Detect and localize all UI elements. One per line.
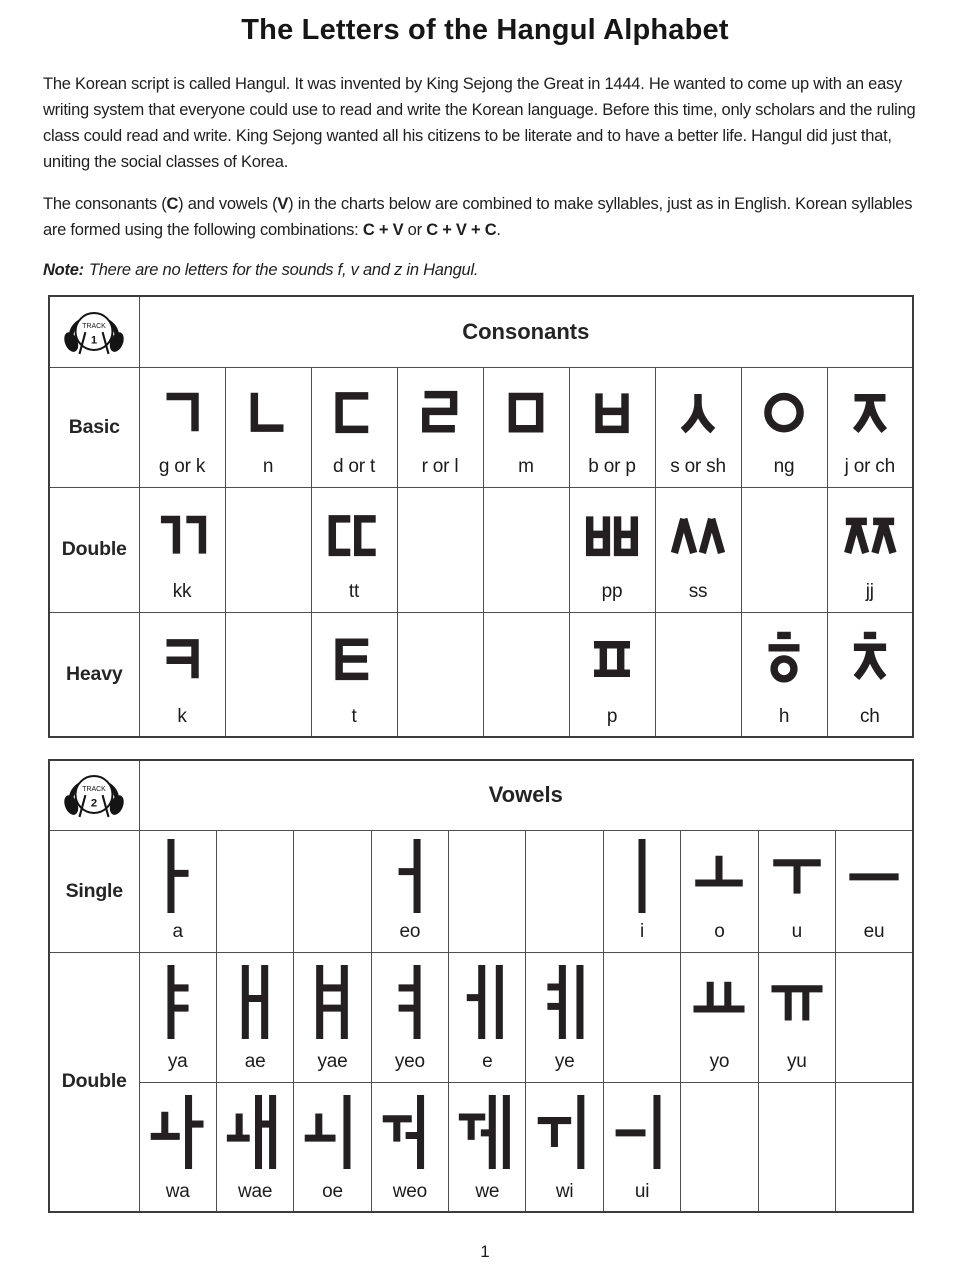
romanization: ss xyxy=(688,581,708,602)
romanization: ng xyxy=(773,456,795,477)
jamo-glyph xyxy=(612,1088,672,1176)
headphones-track-icon xyxy=(61,764,127,821)
romanization: o xyxy=(714,921,725,942)
romanization: p xyxy=(606,705,618,727)
jamo-cell xyxy=(827,367,913,487)
jamo-glyph xyxy=(151,381,213,443)
track-cell xyxy=(49,296,139,367)
note-text: There are no letters for the sounds f, v and z in Hangul. xyxy=(88,261,479,279)
jamo-cell xyxy=(225,367,311,487)
jamo-glyph xyxy=(148,1088,208,1176)
jamo-glyph xyxy=(457,958,517,1046)
romanization: j or ch xyxy=(844,456,895,477)
combinations-text: The consonants ( xyxy=(43,195,167,213)
romanization: kk xyxy=(172,581,192,602)
combinations-text: ) and vowels ( xyxy=(178,195,278,213)
empty-cell xyxy=(483,612,569,737)
jamo-cell xyxy=(139,1082,216,1212)
row-label-double: Double xyxy=(49,487,139,612)
romanization: a xyxy=(172,921,183,942)
jamo-cell xyxy=(371,1082,448,1212)
jamo-glyph xyxy=(753,381,815,443)
romanization: d or t xyxy=(332,456,376,477)
jamo-cell xyxy=(139,612,225,737)
romanization: ye xyxy=(554,1051,575,1072)
jamo-glyph xyxy=(667,504,729,566)
romanization: tt xyxy=(348,581,360,602)
romanization: g or k xyxy=(158,456,206,477)
jamo-cell xyxy=(449,952,526,1082)
page-title: The Letters of the Hangul Alphabet xyxy=(241,14,729,46)
jamo-cell xyxy=(569,487,655,612)
jamo-cell xyxy=(371,952,448,1082)
jamo-cell xyxy=(569,612,655,737)
jamo-cell xyxy=(311,612,397,737)
jamo-cell xyxy=(294,1082,371,1212)
jamo-cell xyxy=(216,952,293,1082)
empty-cell xyxy=(225,487,311,612)
romanization: u xyxy=(791,921,802,942)
jamo-glyph xyxy=(495,381,557,443)
jamo-glyph xyxy=(148,958,208,1046)
romanization: b or p xyxy=(588,456,636,477)
jamo-glyph xyxy=(612,832,672,920)
combinations-text: or xyxy=(403,221,427,239)
jamo-cell xyxy=(827,487,913,612)
jamo-glyph xyxy=(581,628,643,690)
chart-title: Vowels xyxy=(139,760,913,830)
romanization: yae xyxy=(317,1051,348,1072)
combinations-text: ) in the charts below are combined to make syllables, just as in English. Korean syllables are formed using the following combinations: xyxy=(43,195,913,239)
consonants-table xyxy=(48,295,914,738)
jamo-glyph xyxy=(380,1088,440,1176)
empty-cell xyxy=(681,1082,758,1212)
vowels-table xyxy=(48,759,914,1213)
romanization: n xyxy=(262,456,274,477)
empty-cell xyxy=(483,487,569,612)
jamo-cell xyxy=(681,952,758,1082)
romanization: i xyxy=(640,921,645,942)
empty-cell xyxy=(449,830,526,952)
jamo-glyph xyxy=(535,1088,595,1176)
empty-cell xyxy=(603,952,680,1082)
jamo-glyph xyxy=(767,832,827,920)
romanization: ch xyxy=(859,705,880,727)
track-number: 2 xyxy=(91,797,98,810)
row-label-basic: Basic xyxy=(49,367,139,487)
jamo-glyph xyxy=(302,958,362,1046)
romanization: ya xyxy=(167,1051,188,1072)
jamo-cell xyxy=(311,367,397,487)
jamo-glyph xyxy=(839,381,901,443)
jamo-cell xyxy=(741,367,827,487)
jamo-glyph xyxy=(151,628,213,690)
jamo-cell xyxy=(449,1082,526,1212)
jamo-cell xyxy=(758,830,835,952)
jamo-cell xyxy=(827,612,913,737)
jamo-cell xyxy=(139,367,225,487)
jamo-glyph xyxy=(839,628,901,690)
jamo-glyph xyxy=(689,832,749,920)
jamo-glyph xyxy=(581,381,643,443)
empty-cell xyxy=(397,612,483,737)
row-label-double: Double xyxy=(49,952,139,1212)
jamo-glyph xyxy=(302,1088,362,1176)
empty-cell xyxy=(225,612,311,737)
jamo-glyph xyxy=(535,958,595,1046)
combinations-paragraph xyxy=(43,191,927,243)
jamo-cell xyxy=(681,830,758,952)
track-number: 1 xyxy=(91,334,98,347)
combination-code: C xyxy=(166,195,179,213)
empty-cell xyxy=(397,487,483,612)
jamo-cell xyxy=(311,487,397,612)
chart-title: Consonants xyxy=(139,296,913,367)
romanization: wi xyxy=(555,1180,574,1202)
jamo-cell xyxy=(836,830,913,952)
jamo-glyph xyxy=(380,832,440,920)
jamo-cell xyxy=(397,367,483,487)
jamo-cell xyxy=(139,487,225,612)
jamo-glyph xyxy=(409,381,471,443)
romanization: wae xyxy=(237,1180,273,1202)
jamo-glyph xyxy=(457,1088,517,1176)
romanization: jj xyxy=(865,581,874,602)
romanization: yo xyxy=(709,1051,730,1072)
jamo-glyph xyxy=(689,958,749,1046)
romanization: m xyxy=(518,456,534,477)
jamo-cell xyxy=(294,952,371,1082)
jamo-glyph xyxy=(323,504,385,566)
note-label: Note: xyxy=(43,261,84,279)
jamo-cell xyxy=(569,367,655,487)
jamo-cell xyxy=(603,1082,680,1212)
jamo-cell xyxy=(758,952,835,1082)
romanization: k xyxy=(177,705,187,727)
empty-cell xyxy=(836,1082,913,1212)
romanization: pp xyxy=(601,581,623,602)
jamo-glyph xyxy=(225,1088,285,1176)
row-label-heavy: Heavy xyxy=(49,612,139,737)
jamo-glyph xyxy=(323,381,385,443)
romanization: s or sh xyxy=(670,456,726,477)
jamo-cell xyxy=(216,1082,293,1212)
empty-cell xyxy=(216,830,293,952)
jamo-glyph xyxy=(148,832,208,920)
empty-cell xyxy=(741,487,827,612)
empty-cell xyxy=(526,830,603,952)
jamo-cell xyxy=(483,367,569,487)
combinations-text: . xyxy=(496,221,501,239)
jamo-glyph xyxy=(839,504,901,566)
note-paragraph xyxy=(43,259,927,281)
jamo-glyph xyxy=(767,958,827,1046)
jamo-glyph xyxy=(380,958,440,1046)
headphones-track-icon xyxy=(61,301,127,358)
combination-code: C + V xyxy=(362,221,404,239)
jamo-glyph xyxy=(753,628,815,690)
romanization: ui xyxy=(634,1180,650,1202)
romanization: r or l xyxy=(421,456,459,477)
jamo-cell xyxy=(139,952,216,1082)
jamo-cell xyxy=(741,612,827,737)
combination-code: V xyxy=(277,195,289,213)
track-word: TRACK xyxy=(82,322,106,330)
jamo-cell xyxy=(371,830,448,952)
romanization: weo xyxy=(392,1180,427,1202)
romanization: oe xyxy=(322,1180,343,1202)
jamo-glyph xyxy=(225,958,285,1046)
romanization: ae xyxy=(244,1051,266,1072)
page-number: 1 xyxy=(480,1242,490,1261)
empty-cell xyxy=(294,830,371,952)
jamo-cell xyxy=(139,830,216,952)
romanization: wa xyxy=(165,1180,190,1202)
jamo-glyph xyxy=(151,504,213,566)
intro-paragraph: The Korean script is called Hangul. It was invented by King Sejong the Great in 1444. He wanted to come up with an easy writing system that everyone could use to read and write the Korean language. Before this time, only scholars and the ruling class could read and write. King Sejong wanted all his citizens to be literate and to have a better life. Hangul did just that, uniting the social classes of Korea. xyxy=(43,75,916,171)
track-word: TRACK xyxy=(82,786,106,794)
jamo-glyph xyxy=(237,381,299,443)
romanization: yeo xyxy=(394,1051,425,1072)
jamo-glyph xyxy=(844,832,904,920)
jamo-cell xyxy=(655,487,741,612)
track-cell xyxy=(49,760,139,830)
jamo-cell xyxy=(526,952,603,1082)
romanization: eu xyxy=(863,921,885,942)
jamo-cell xyxy=(603,830,680,952)
empty-cell xyxy=(655,612,741,737)
romanization: yu xyxy=(786,1051,807,1072)
romanization: h xyxy=(778,705,790,727)
empty-cell xyxy=(836,952,913,1082)
jamo-cell xyxy=(526,1082,603,1212)
jamo-glyph xyxy=(667,381,729,443)
romanization: we xyxy=(475,1180,500,1202)
jamo-glyph xyxy=(581,504,643,566)
romanization: t xyxy=(351,705,357,727)
romanization: eo xyxy=(399,921,421,942)
romanization: e xyxy=(482,1051,493,1072)
row-label-single: Single xyxy=(49,830,139,952)
jamo-cell xyxy=(655,367,741,487)
empty-cell xyxy=(758,1082,835,1212)
combination-code: C + V + C xyxy=(426,221,497,239)
jamo-glyph xyxy=(323,628,385,690)
